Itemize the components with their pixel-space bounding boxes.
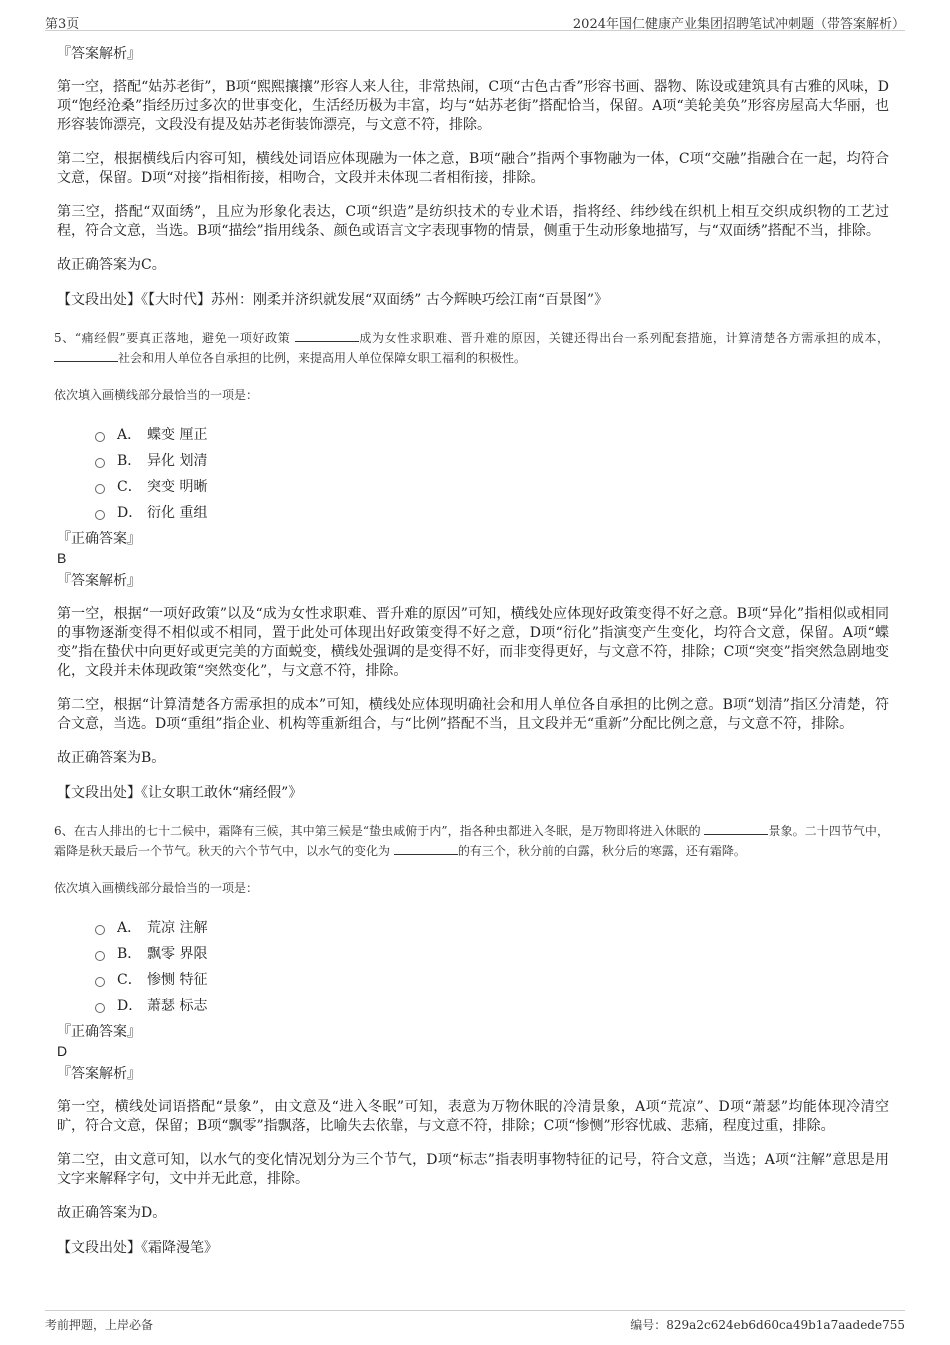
option-text: 飘零 界限 bbox=[147, 946, 208, 962]
option-text: 突变 明晰 bbox=[147, 479, 208, 495]
analysis-paragraph: 第二空，由文意可知，以水气的变化情况划分为三个节气，D项“标志”指表明事物特征的记号，符合文意，当选；A项“注解”意思是用文字来解释字句，文中并无此意，排除。 bbox=[57, 1152, 889, 1187]
fill-blank bbox=[394, 842, 458, 855]
option-key: B． bbox=[117, 453, 142, 469]
page-number: 第3页 bbox=[45, 17, 80, 32]
analysis-label: 『答案解析』 bbox=[57, 46, 141, 62]
correct-answer-value: D bbox=[57, 1043, 68, 1059]
radio-icon[interactable] bbox=[95, 951, 105, 961]
question-text: 景象。二十四节气中，霜降是秋天最后一个节气。秋天的六个节气中，以水气的变化为 bbox=[54, 824, 889, 858]
page-header bbox=[45, 10, 905, 31]
question-text: 的有三个，秋分前的白露，秋分后的寒露，还有霜降。 bbox=[457, 844, 746, 858]
footer-slogan: 考前押题，上岸必备 bbox=[45, 1318, 154, 1332]
option-d[interactable] bbox=[95, 993, 889, 1019]
option-list bbox=[95, 422, 889, 526]
analysis-paragraph: 第一空，根据“一项好政策”以及“成为女性求职难、晋升难的原因”可知，横线处应体现好政策变得不好之意。B项“异化”指相似或相同的事物逐渐变得不相似或不相同，置于此处可体现出好政策变得不好之意，D项“衍化”指演变产生变化，均符合文意，保留。A项“蝶变”指在蛰伏中向更好或更完美的方面蜕变，横线处强调的是变得不好，而非变得更好，与文意不符，排除；C项“突变”指突然急剧地变化，文段并未体现政策“突然变化”，与文意不符，排除。 bbox=[57, 606, 889, 679]
option-a[interactable] bbox=[95, 422, 889, 448]
question-text: 社会和用人单位各自承担的比例，来提高用人单位保障女职工福利的积极性。 bbox=[118, 351, 527, 365]
question-prompt: 依次填入画横线部分最恰当的一项是： bbox=[54, 388, 259, 402]
option-b[interactable] bbox=[95, 448, 889, 474]
option-text: 蝶变 厘正 bbox=[147, 427, 208, 443]
question-stem bbox=[54, 328, 889, 368]
correct-answer-label: 『正确答案』 bbox=[57, 531, 141, 547]
analysis-paragraph: 第一空，横线处词语搭配“景象”，由文意及“进入冬眠”可知，表意为万物休眠的冷清景象，A项“荒凉”、D项“萧瑟”均能体现冷清空旷，符合文意，保留；B项“飘零”指飘落，比喻失去依靠，与文意不符，排除；C项“惨恻”形容忧戚、悲痛，程度过重，排除。 bbox=[57, 1099, 889, 1134]
document-code: 编号：829a2c624eb6d60ca49b1a7aadede755 bbox=[630, 1318, 905, 1332]
document-title: 2024年国仁健康产业集团招聘笔试冲刺题（带答案解析） bbox=[572, 17, 905, 32]
option-key: B． bbox=[117, 946, 142, 962]
option-d[interactable] bbox=[95, 500, 889, 526]
radio-icon[interactable] bbox=[95, 458, 105, 468]
option-b[interactable] bbox=[95, 941, 889, 967]
radio-icon[interactable] bbox=[95, 1003, 105, 1013]
option-a[interactable] bbox=[95, 915, 889, 941]
fill-blank bbox=[295, 329, 359, 342]
option-key: A． bbox=[117, 427, 142, 443]
analysis-paragraph: 第二空，根据横线后内容可知，横线处词语应体现融为一体之意，B项“融合”指两个事物融为一体，C项“交融”指融合在一起，均符合文意，保留。D项“对接”指相衔接，相吻合，文段并未体现二者相衔接，排除。 bbox=[57, 151, 889, 186]
option-key: D． bbox=[117, 998, 143, 1014]
option-key: C． bbox=[117, 479, 142, 495]
text-source: 【文段出处】《【大时代】苏州：刚柔并济织就发展“双面绣” 古今辉映巧绘江南“百景图”》 bbox=[57, 292, 609, 308]
analysis-label: 『答案解析』 bbox=[57, 573, 141, 589]
radio-icon[interactable] bbox=[95, 484, 105, 494]
fill-blank bbox=[54, 349, 118, 362]
radio-icon[interactable] bbox=[95, 432, 105, 442]
option-text: 衍化 重组 bbox=[147, 505, 208, 521]
option-text: 萧瑟 标志 bbox=[147, 998, 208, 1014]
option-key: C． bbox=[117, 972, 142, 988]
question-5 bbox=[54, 328, 889, 803]
analysis-conclusion: 故正确答案为D。 bbox=[57, 1205, 167, 1221]
page-content bbox=[54, 40, 889, 1276]
analysis-paragraph: 第一空，搭配“姑苏老街”，B项“熙熙攘攘”形容人来人往，非常热闹，C项“古色古香”形容书画、器物、陈设或建筑具有古雅的风味，D项“饱经沧桑”指经历过多次的世事变化，生活经历极为丰富，均与“姑苏老街”搭配恰当，保留。A项“美轮美奂”形容房屋高大华丽，也形容装饰漂亮，文段没有提及姑苏老街装饰漂亮，与文意不符，排除。 bbox=[57, 79, 889, 133]
question-text: 5、“痛经假”要真正落地，避免一项好政策 bbox=[54, 331, 295, 345]
analysis-paragraph: 第二空，根据“计算清楚各方需承担的成本”可知，横线处应体现明确社会和用人单位各自承担的比例之意。B项“划清”指区分清楚，符合文意，当选。D项“重组”指企业、机构等重新组合，与“比例”搭配不当，且文段并无“重新”分配比例之意，与文意不符，排除。 bbox=[57, 697, 889, 732]
text-source: 【文段出处】《霜降漫笔》 bbox=[57, 1240, 218, 1256]
option-list bbox=[95, 915, 889, 1019]
question-text: 6、在古人排出的七十二候中，霜降有三候，其中第三候是“蛰虫咸俯于内”，指各种虫都进入冬眠，是万物即将进入休眠的 bbox=[54, 824, 705, 838]
question-text: 成为女性求职难、晋升难的原因，关键还得出台一系列配套措施，计算清楚各方需承担的成本， bbox=[358, 331, 889, 345]
option-c[interactable] bbox=[95, 474, 889, 500]
option-c[interactable] bbox=[95, 967, 889, 993]
question-stem bbox=[54, 821, 889, 861]
radio-icon[interactable] bbox=[95, 977, 105, 987]
page-footer bbox=[45, 1310, 905, 1331]
analysis-label: 『答案解析』 bbox=[57, 1066, 141, 1082]
q4-analysis-block bbox=[57, 44, 889, 310]
option-key: D． bbox=[117, 505, 143, 521]
analysis-conclusion: 故正确答案为C。 bbox=[57, 257, 166, 273]
option-text: 荒凉 注解 bbox=[147, 920, 208, 936]
radio-icon[interactable] bbox=[95, 510, 105, 520]
analysis-paragraph: 第三空，搭配“双面绣”，且应为形象化表达，C项“织造”是纺织技术的专业术语，指将经、纬纱线在织机上相互交织成织物的工艺过程，符合文意，当选。B项“描绘”指用线条、颜色或语言文字表现事物的情景，侧重于生动形象地描写，与“双面绣”搭配不当，排除。 bbox=[57, 204, 889, 239]
option-key: A． bbox=[117, 920, 142, 936]
fill-blank bbox=[704, 822, 768, 835]
option-text: 异化 划清 bbox=[147, 453, 208, 469]
correct-answer-value: B bbox=[57, 550, 67, 566]
radio-icon[interactable] bbox=[95, 925, 105, 935]
text-source: 【文段出处】《让女职工敢休“痛经假”》 bbox=[57, 785, 303, 801]
correct-answer-label: 『正确答案』 bbox=[57, 1024, 141, 1040]
option-text: 惨恻 特征 bbox=[147, 972, 208, 988]
question-prompt: 依次填入画横线部分最恰当的一项是： bbox=[54, 881, 259, 895]
question-6 bbox=[54, 821, 889, 1258]
analysis-conclusion: 故正确答案为B。 bbox=[57, 750, 166, 766]
